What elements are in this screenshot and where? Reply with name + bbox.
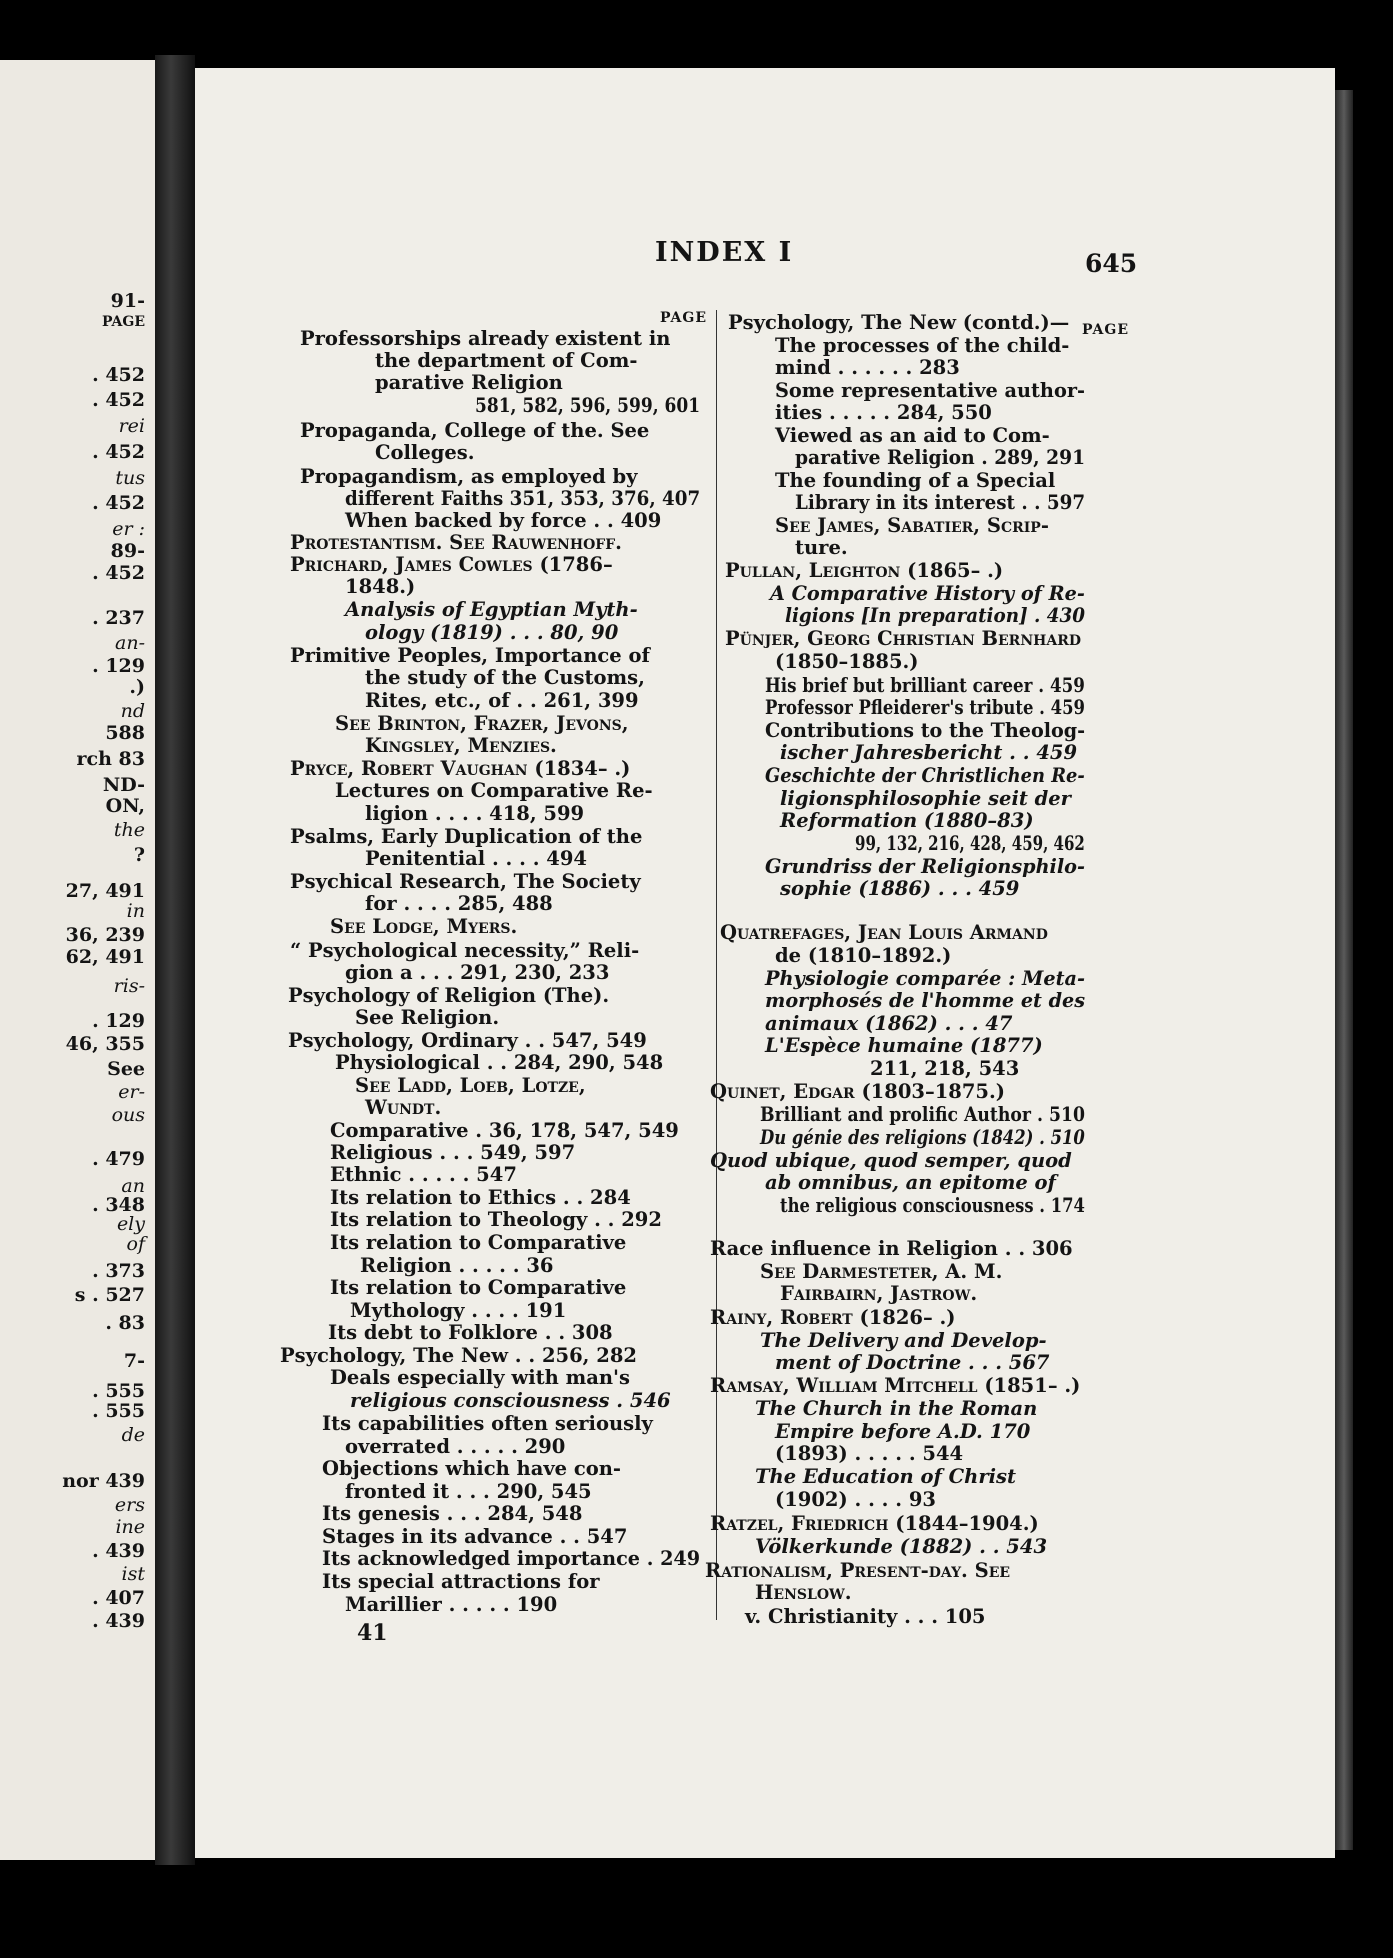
left_column-entry-line: Its relation to Ethics . . 284 [330,1186,631,1209]
right_column-entry-line: Brilliant and prolific Author . 510 [760,1103,1086,1126]
right_column-entry-line: The processes of the child- [775,334,1070,357]
left_column-entry-line: “ Psychological necessity,” Reli- [290,939,640,962]
right_column-entry-line: See Darmesteter, A. M. [760,1260,1003,1283]
left-page-fragment-line: rei [118,415,145,437]
right_column-entry-line: ment of Doctrine . . . 567 [775,1351,1050,1374]
right_column-entry-line: Geschichte der Christlichen Re- [765,764,1085,787]
left-page-label: PAGE [102,314,145,330]
left_column-entry-line: Pryce, Robert Vaughan (1834– .) [290,757,631,780]
right_column-entry-line: Pünjer, Georg Christian Bernhard [725,627,1081,650]
left_column-entry-line: When backed by force . . 409 [345,509,662,532]
left-page-fragment [0,60,155,1860]
left-page-fragment-line: ous [111,1104,145,1126]
left_column-entry-line: gion a . . . 291, 230, 233 [345,961,610,984]
left_column-entry-line: Primitive Peoples, Importance of [290,644,650,667]
left-page-fragment-line: 36, 239 [65,924,145,946]
left-page-fragment-line: ND- [102,774,145,796]
left_column-entry-line: Psychology, Ordinary . . 547, 549 [288,1029,647,1052]
left_column-entry-line: Psychical Research, The Society [290,870,641,893]
right_column-entry-line: Psychology, The New (contd.)— [728,311,1070,334]
left_column-entry-line: Its capabilities often seriously [322,1412,653,1435]
right_column-entry-line: ischer Jahresbericht . . 459 [780,741,1078,764]
left_column-entry-line: Physiological . . 284, 290, 548 [335,1051,664,1074]
book-gutter [155,55,195,1865]
left_column-entry-line: See Ladd, Loeb, Lotze, [355,1074,586,1097]
left_column-entry-line: Its relation to Comparative [330,1276,627,1299]
right_column-entry-line: Ramsay, William Mitchell (1851– .) [710,1374,1081,1397]
page-number: 645 [1085,249,1138,278]
left-page-fragment-line: ers [114,1494,145,1516]
right_column-entry-line: Du génie des religions (1842) . 510 [760,1126,1085,1149]
right_column-entry-line: See James, Sabatier, Scrip- [775,514,1049,537]
right_column-entry-line: Quod ubique, quod semper, quod [710,1149,1072,1172]
right_column-entry-line: Some representative author- [775,379,1085,402]
left-page-fragment-line: ? [133,844,145,866]
left-page-fragment-line: . 373 [92,1260,145,1282]
right_column-entry-line: Race influence in Religion . . 306 [710,1237,1073,1260]
left_column-entry-line: Lectures on Comparative Re- [335,779,653,802]
right_column-entry-line: Empire before A.D. 170 [775,1420,1031,1443]
right_column-entry-line: the religious consciousness . 174 [780,1194,1085,1217]
right_column-entry-line: v. Christianity . . . 105 [745,1605,986,1628]
left_column-entry-line: ology (1819) . . . 80, 90 [365,621,619,644]
right_column-entry-line: Contributions to the Theolog- [765,719,1086,742]
right_column-entry-line: (1902) . . . . 93 [775,1488,936,1511]
left-page-fragment-line: the [113,819,145,841]
left-page-fragment-line: ist [121,1563,145,1585]
left-page-fragment-line: ris- [113,975,145,997]
right_column-entry-line: Völkerkunde (1882) . . 543 [755,1535,1048,1558]
left-page-fragment-line: an [121,1175,145,1197]
right_column-entry-line: ligions [In preparation] . 430 [785,604,1086,627]
right_column-entry-line: (1850–1885.) [775,650,919,673]
left_column-entry-line: Its relation to Comparative [330,1231,627,1254]
left-page-fragment-line: . 83 [105,1312,145,1334]
left_column-entry-line: Professorships already existent in [300,327,671,350]
left_column-entry-line: religious consciousness . 546 [350,1389,671,1412]
left-page-fragment-line: 588 [105,722,145,744]
left_column-entry-line: 1848.) [345,575,416,598]
left_column-entry-line: Ethnic . . . . . 547 [330,1163,517,1186]
left-page-fragment-line: er : [112,518,145,540]
right_column-entry-line: ities . . . . . 284, 550 [775,401,992,424]
left-page-fragment-line: nd [120,700,145,722]
column-divider [716,310,717,1620]
right-column-page-label: PAGE [1082,322,1129,338]
left_column-entry-line: for . . . . 285, 488 [365,892,553,915]
right_column-entry-line: The founding of a Special [775,469,1056,492]
left_column-entry-line: Comparative . 36, 178, 547, 549 [330,1119,679,1142]
right_column-entry-line: The Church in the Roman [755,1397,1038,1420]
left_column-entry-line: Religious . . . 549, 597 [330,1141,576,1164]
left_column-entry-line: Psychology, The New . . 256, 282 [280,1344,637,1367]
right_column-entry-line: 99, 132, 216, 428, 459, 462 [855,832,1085,855]
left-page-fragment-line: in [126,900,145,922]
left-page-fragment-line: . 129 [92,655,145,677]
right_column-entry-line: Pullan, Leighton (1865– .) [725,559,1004,582]
left-page-fragment-line: . 555 [92,1400,145,1422]
left-page-fragment-line: . 452 [92,389,145,411]
left-page-fragment-line: de [121,1424,145,1446]
left_column-entry-line: Propagandism, as employed by [300,465,638,488]
left-page-fragment-line: er- [118,1081,145,1103]
left_column-entry-line: different Faiths 351, 353, 376, 407 [345,487,701,510]
right_column-entry-line: ab omnibus, an epitome of [765,1171,1056,1194]
left-page-fragment-line: nor 439 [62,1470,145,1492]
left_column-entry-line: See Lodge, Myers. [330,915,518,938]
right_column-entry-line: Henslow. [755,1581,852,1604]
left_column-entry-line: Propaganda, College of the. See [300,419,650,442]
left_column-entry-line: parative Religion [375,371,563,394]
left_column-entry-line: overrated . . . . . 290 [345,1435,566,1458]
left_column-entry-line: Stages in its advance . . 547 [322,1525,628,1548]
right_column-entry-line: Physiologie comparée : Meta- [765,967,1086,990]
right_column-entry-line: A Comparative History of Re- [770,582,1085,605]
left-page-fragment-line: s . 527 [74,1284,145,1306]
right_column-entry-line: Viewed as an aid to Com- [775,424,1050,447]
left_column-entry-line: ligion . . . . 418, 599 [365,802,585,825]
right_column-entry-line: sophie (1886) . . . 459 [780,877,1020,900]
left_column-entry-line: the study of the Customs, [365,666,645,689]
right_column-entry-line: The Delivery and Develop- [760,1329,1047,1352]
left-page-fragment-line: . 452 [92,441,145,463]
right_column-entry-line: Reformation (1880–83) [780,809,1034,832]
left-page-fragment-line: 89- [110,540,145,562]
left_column-entry-line: Colleges. [375,441,475,464]
left-page-fragment-line: tus [115,467,145,489]
left-page-fragment-line: . 439 [92,1540,145,1562]
right_column-entry-line: Fairbairn, Jastrow. [780,1282,978,1305]
left_column-entry-line: Kingsley, Menzies. [365,734,557,757]
left-page-fragment-line: . 348 [92,1194,145,1216]
right_column-entry-line: L'Espèce humaine (1877) [765,1034,1043,1057]
left_column-entry-line: Its acknowledged importance . 249 [322,1547,701,1570]
left-page-fragment-line: 62, 491 [65,946,145,968]
right_column-entry-line: animaux (1862) . . . 47 [765,1012,1013,1035]
left-page-fragment-line: See [107,1058,145,1080]
left-page-fragment-line: rch 83 [76,748,145,770]
left-page-fragment-line: . 439 [92,1610,145,1632]
left_column-entry-line: Rites, etc., of . . 261, 399 [365,689,639,712]
right_column-entry-line: (1893) . . . . . 544 [775,1442,964,1465]
right_column-entry-line: ture. [795,536,848,559]
left-page-fragment-line: . 452 [92,492,145,514]
right_column-entry-line: parative Religion . 289, 291 [795,446,1086,469]
folio-signature: 41 [357,1620,388,1646]
right_column-entry-line: Quatrefages, Jean Louis Armand [720,921,1048,944]
right_column-entry-line: Library in its interest . . 597 [795,491,1086,514]
left-page-fragment-line: an- [115,632,145,654]
left_column-entry-line: Wundt. [365,1096,442,1119]
left-column-page-label: PAGE [660,310,707,326]
right_column-entry-line: Ratzel, Friedrich (1844–1904.) [710,1512,1039,1535]
right_column-entry-line: The Education of Christ [755,1465,1017,1488]
left_column-entry-line: Psychology of Religion (The). [288,984,610,1007]
right_column-entry-line: Professor Pfleiderer's tribute . 459 [765,696,1085,719]
left-page-fragment-line: ely [116,1213,145,1235]
right_column-entry-line: 211, 218, 543 [870,1057,1020,1080]
left_column-entry-line: Penitential . . . . 494 [365,847,587,870]
left_column-entry-line: fronted it . . . 290, 545 [345,1480,592,1503]
right_column-entry-line: Quinet, Edgar (1803–1875.) [710,1080,1005,1103]
left-page-fragment-line: . 452 [92,562,145,584]
right_column-entry-line: mind . . . . . . 283 [775,356,960,379]
left_column-entry-line: Religion . . . . . 36 [360,1254,554,1277]
left-page-fragment-line: . 237 [92,607,145,629]
left-page-fragment-line: . 129 [92,1010,145,1032]
left_column-entry-line: Marillier . . . . . 190 [345,1593,558,1616]
right_column-entry-line: de (1810–1892.) [775,944,952,967]
left_column-entry-line: the department of Com- [375,349,638,372]
left_column-entry-line: Its relation to Theology . . 292 [330,1208,662,1231]
left_column-entry-line: See Brinton, Frazer, Jevons, [335,712,629,735]
left-page-fragment-line: . 555 [92,1380,145,1402]
left-page-fragment-line: . 479 [92,1148,145,1170]
left-page-fragment-line: 27, 491 [65,880,145,902]
left_column-entry-line: Deals especially with man's [330,1366,630,1389]
right_column-entry-line: morphosés de l'homme et des [765,989,1086,1012]
left-page-fragment-line: . 452 [92,364,145,386]
right_column-entry-line: Grundriss der Religionsphilo- [765,855,1085,878]
left-page-fragment-line: ON, [105,795,145,817]
left_column-entry-line: Its debt to Folklore . . 308 [328,1321,613,1344]
left-page-fragment-line: of [126,1233,145,1255]
left-page-fragment-line: ine [115,1516,145,1538]
right_column-entry-line: Rationalism, Present-day. See [705,1559,1011,1582]
left-page-fragment-line: 46, 355 [65,1033,145,1055]
left_column-entry-line: Mythology . . . . 191 [350,1299,567,1322]
page-title: INDEX I [655,237,794,268]
left-page-fragment-line: .) [129,676,145,698]
left_column-entry-line: 581, 582, 596, 599, 601 [475,394,701,417]
page-edge [1335,90,1353,1850]
left_column-entry-line: See Religion. [355,1006,500,1029]
right_column-entry-line: Rainy, Robert (1826– .) [710,1306,956,1329]
left-page-fragment-line: . 407 [92,1587,145,1609]
right_column-entry-line: His brief but brilliant career . 459 [765,674,1085,697]
left_column-entry-line: Psalms, Early Duplication of the [290,825,643,848]
left_column-entry-line: Objections which have con- [322,1457,622,1480]
left_column-entry-line: Its genesis . . . 284, 548 [322,1502,583,1525]
left-page-fragment-line: 91- [110,290,145,312]
left_column-entry-line: Its special attractions for [322,1570,600,1593]
left_column-entry-line: Protestantism. See Rauwenhoff. [290,531,622,554]
left_column-entry-line: Prichard, James Cowles (1786– [290,553,613,576]
right_column-entry-line: ligionsphilosophie seit der [780,787,1071,810]
left_column-entry-line: Analysis of Egyptian Myth- [345,598,638,621]
left-page-fragment-line: 7- [123,1350,145,1372]
